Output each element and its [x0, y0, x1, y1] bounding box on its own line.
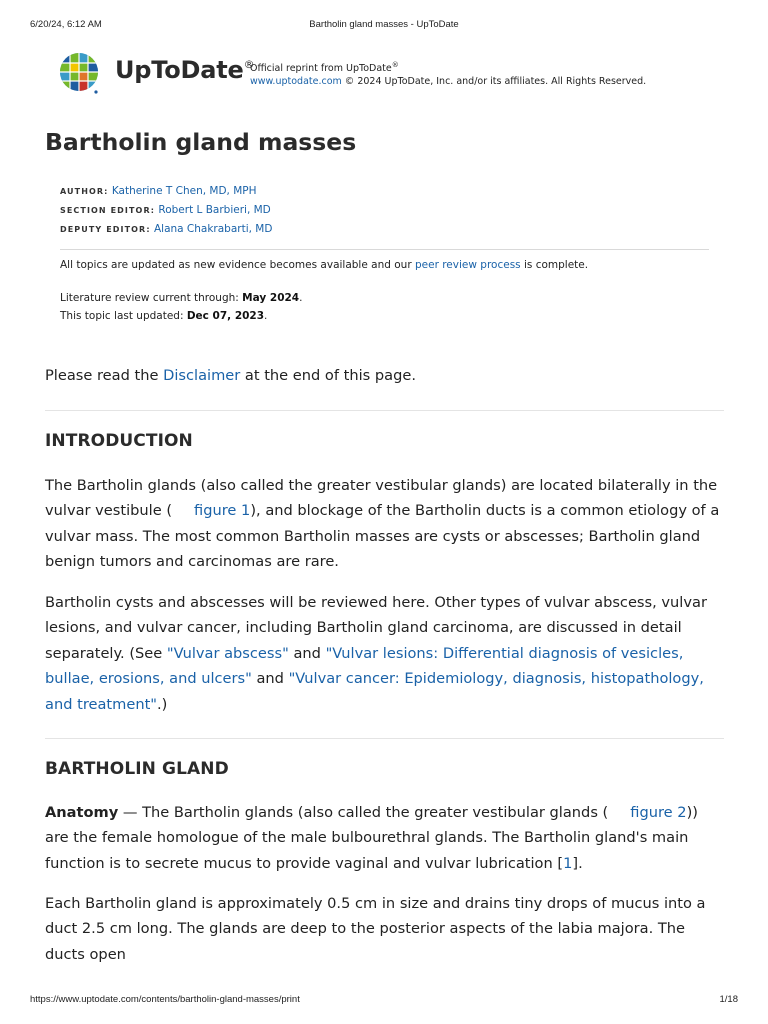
copyright-text: © 2024 UpToDate, Inc. and/or its affiliates. All Rights Reserved. [341, 76, 647, 88]
deputy-editor-link[interactable]: Alana Chakrabarti, MD [153, 223, 273, 235]
vulvar-cancer-link[interactable]: "Vulvar cancer: Epidemiology, diagnosis, histopathology, and treatment" [45, 670, 704, 713]
update-note: All topics are updated as new evidence becomes available and our peer review process is complete. [60, 259, 589, 271]
last-updated-date: This topic last updated: Dec 07, 2023. [60, 310, 268, 322]
print-page-title: Bartholin gland masses - UpToDate [309, 19, 459, 30]
byline-role: SECTION EDITOR [60, 206, 151, 215]
intro-paragraph-2: Bartholin cysts and abscesses will be reviewed here. Other types of vulvar abscess, vulvar lesions, and vulvar cancer, including Bartholin gland carcinoma, are discussed in detail separately. (See "Vulvar abscess" and "Vulvar lesions: Differential diagnosis of vesicles, bullae, erosions, and ulcers" and "Vulvar cancer: Epidemiology, diagnosis, histopathology, and treatment".) [45, 594, 707, 713]
figure-2-link[interactable]: figure 2 [630, 804, 687, 821]
reprint-line: Official reprint from UpToDate [250, 63, 392, 75]
section-divider [45, 410, 724, 411]
print-page-number: 1/18 [719, 994, 738, 1005]
uptodate-wordmark: UpToDate® [115, 56, 255, 84]
vulvar-abscess-link[interactable]: "Vulvar abscess" [166, 644, 289, 662]
section-divider [45, 738, 724, 739]
byline-section-editor: SECTION EDITOR: Robert L Barbieri, MD [60, 204, 271, 216]
byline [60, 182, 272, 239]
uptodate-logo-icon [59, 52, 99, 94]
section-editor-link[interactable]: Robert L Barbieri, MD [158, 204, 271, 216]
figure-1-link[interactable]: figure 1 [194, 502, 251, 520]
literature-review-date: Literature review current through: May 2024. [60, 292, 303, 304]
byline-author: AUTHOR: Katherine T Chen, MD, MPH [60, 185, 257, 197]
vulvar-lesions-link[interactable]: "Vulvar lesions: Differential diagnosis of vesicles, bullae, erosions, and ulcers" [45, 644, 684, 688]
byline-role: AUTHOR [60, 187, 105, 196]
meta-divider [60, 249, 709, 250]
article-title: Bartholin gland masses [45, 128, 357, 156]
anatomy-paragraph: Anatomy — The Bartholin glands (also called the greater vestibular glands ( figure 2)) are the female homologue of the male bulbourethral glands. The Bartholin gland's main function is to secrete mucus to provide vaginal and vulvar lubrication [1]. [45, 804, 698, 872]
reprint-notice: Official reprint from UpToDate® www.uptodate.com © 2024 UpToDate, Inc. and/or its affiliates. All Rights Reserved. [250, 61, 647, 88]
intro-paragraph-1: The Bartholin glands (also called the greater vestibular glands) are located bilaterally in the vulvar vestibule ( figure 1), and blockage of the Bartholin ducts is a common etiology of a vulvar mass. The most common Bartholin masses are cysts or abscesses; Bartholin gland benign tumors and carcinomas are rare. [45, 477, 720, 571]
print-datetime: 6/20/24, 6:12 AM [30, 19, 102, 30]
section-heading-introduction: INTRODUCTION [45, 431, 193, 451]
peer-review-link[interactable]: peer review process [414, 259, 521, 271]
author-link[interactable]: Katherine T Chen, MD, MPH [111, 185, 257, 197]
section-heading-bartholin-gland: BARTHOLIN GLAND [45, 759, 229, 779]
gland-size-paragraph: Each Bartholin gland is approximately 0.5 cm in size and drains tiny drops of mucus into a duct 2.5 cm long. The glands are deep to the posterior aspects of the labia majora. The ducts open [45, 895, 706, 963]
byline-role: DEPUTY EDITOR [60, 225, 147, 234]
reference-1-link[interactable]: 1 [563, 854, 573, 872]
disclaimer-note: Please read the Disclaimer at the end of this page. [45, 367, 416, 384]
print-footer [30, 994, 738, 1008]
byline-deputy-editor: DEPUTY EDITOR: Alana Chakrabarti, MD [60, 223, 273, 235]
disclaimer-link[interactable]: Disclaimer [163, 367, 241, 384]
uptodate-site-link[interactable]: www.uptodate.com [250, 76, 342, 88]
print-url: https://www.uptodate.com/contents/bartholin-gland-masses/print [30, 994, 300, 1005]
print-header [30, 19, 738, 33]
anatomy-subheading: Anatomy [45, 804, 119, 821]
